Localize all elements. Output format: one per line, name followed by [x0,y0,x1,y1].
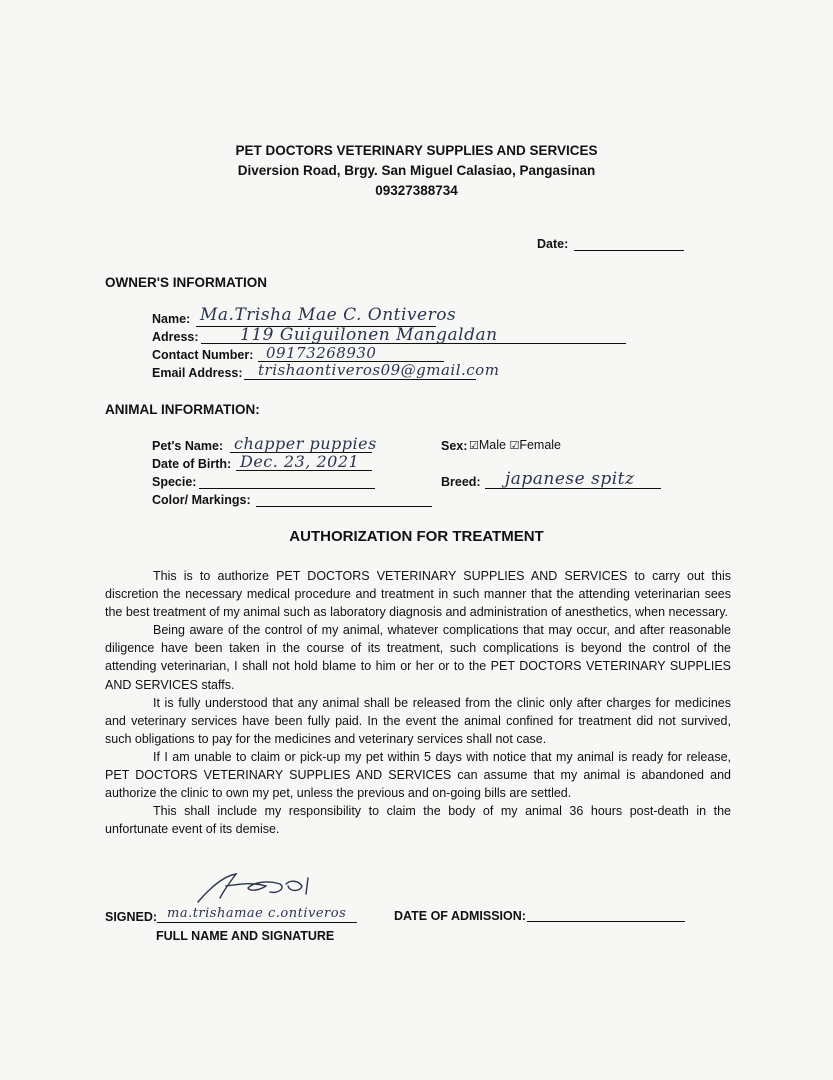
clinic-phone: 09327388734 [375,183,458,198]
clinic-name: PET DOCTORS VETERINARY SUPPLIES AND SERVICES [235,143,598,158]
handwritten-signature [190,868,330,908]
authorization-title: AUTHORIZATION FOR TREATMENT [289,528,544,545]
animal-section-title: ANIMAL INFORMATION: [105,402,260,417]
signature-caption: FULL NAME AND SIGNATURE [156,929,335,943]
dob-label: Date of Birth: [152,457,232,471]
owner-name-field[interactable]: Ma.Trisha Mae C. Ontiveros [200,305,457,325]
date-of-admission-label: DATE OF ADMISSION: [394,909,526,923]
specie-field[interactable] [199,488,375,489]
authorization-paragraph-3: It is fully understood that any animal shall be released from the clinic only after charges for medicines and veterinary services have been fully paid. In the event the animal confined for treatment did not survived, such obligations to pay for the medicines and veterinary services shall not case. [105,695,731,746]
sex-options [469,438,561,452]
date-field[interactable] [574,250,684,251]
sex-label: Sex: [441,439,468,453]
signature-line [157,922,357,923]
male-checkbox[interactable]: ☑ [469,440,479,452]
owner-name-label: Name: [152,312,191,326]
owner-email-label: Email Address: [152,366,243,380]
owner-address-field[interactable]: 119 Guiguilonen Mangaldan [240,325,498,345]
specie-label: Specie: [152,475,197,489]
owner-section-title: OWNER'S INFORMATION [105,275,267,290]
signature-name-field[interactable]: ma.trishamae c.ontiveros [167,906,347,921]
owner-email-field[interactable]: trishaontiveros09@gmail.com [258,361,500,379]
authorization-paragraph-2: Being aware of the control of my animal, whatever complications that may occur, and after reasonable diligence have been taken in the course of its treatment, such complications is beyond the control of the attending veterinarian, I shall not hold blame to him or her or to the PET DOCTORS VETERINARY SUPPLIES AND SERVICES staffs. [105,623,731,692]
owner-address-label: Adress: [152,330,199,344]
date-label: Date: [537,237,569,251]
pet-name-label: Pet's Name: [152,439,224,453]
pet-name-field[interactable]: chapper puppies [234,434,377,453]
breed-field[interactable]: japanese spitz [505,469,635,489]
signed-label: SIGNED: [105,910,158,924]
female-option-label: Female [519,438,562,452]
owner-email-line [244,379,476,380]
owner-contact-field[interactable]: 09173268930 [266,344,377,362]
date-of-admission-field[interactable] [527,921,685,922]
color-markings-field[interactable] [256,506,432,507]
authorization-body [105,567,731,838]
dob-field[interactable]: Dec. 23, 2021 [240,452,360,471]
clinic-address: Diversion Road, Brgy. San Miguel Calasiao, Pangasinan [237,163,596,178]
authorization-paragraph-4: If I am unable to claim or pick-up my pet within 5 days with notice that my animal is ready for release, PET DOCTORS VETERINARY SUPPLIES AND SERVICES can assume that my animal is abandoned and authorize the clinic to own my pet, unless the previous and on-going bills are settled. [105,749,731,801]
female-checkbox[interactable]: ☑ [509,440,520,452]
breed-label: Breed: [441,475,481,489]
authorization-paragraph-5: This shall include my responsibility to claim the body of my animal 36 hours post-death in the unfortunate event of its demise. [105,804,731,837]
authorization-paragraph-1: This is to authorize PET DOCTORS VETERINARY SUPPLIES AND SERVICES to carry out this discretion the necessary medical procedure and treatment in such manner that the attending veterinarian sees the best treatment of my animal such as laboratory diagnosis and administration of anesthetics, when necessary. [105,569,731,620]
male-option-label: Male [478,438,506,452]
color-markings-label: Color/ Markings: [152,493,251,507]
owner-contact-label: Contact Number: [152,348,254,362]
